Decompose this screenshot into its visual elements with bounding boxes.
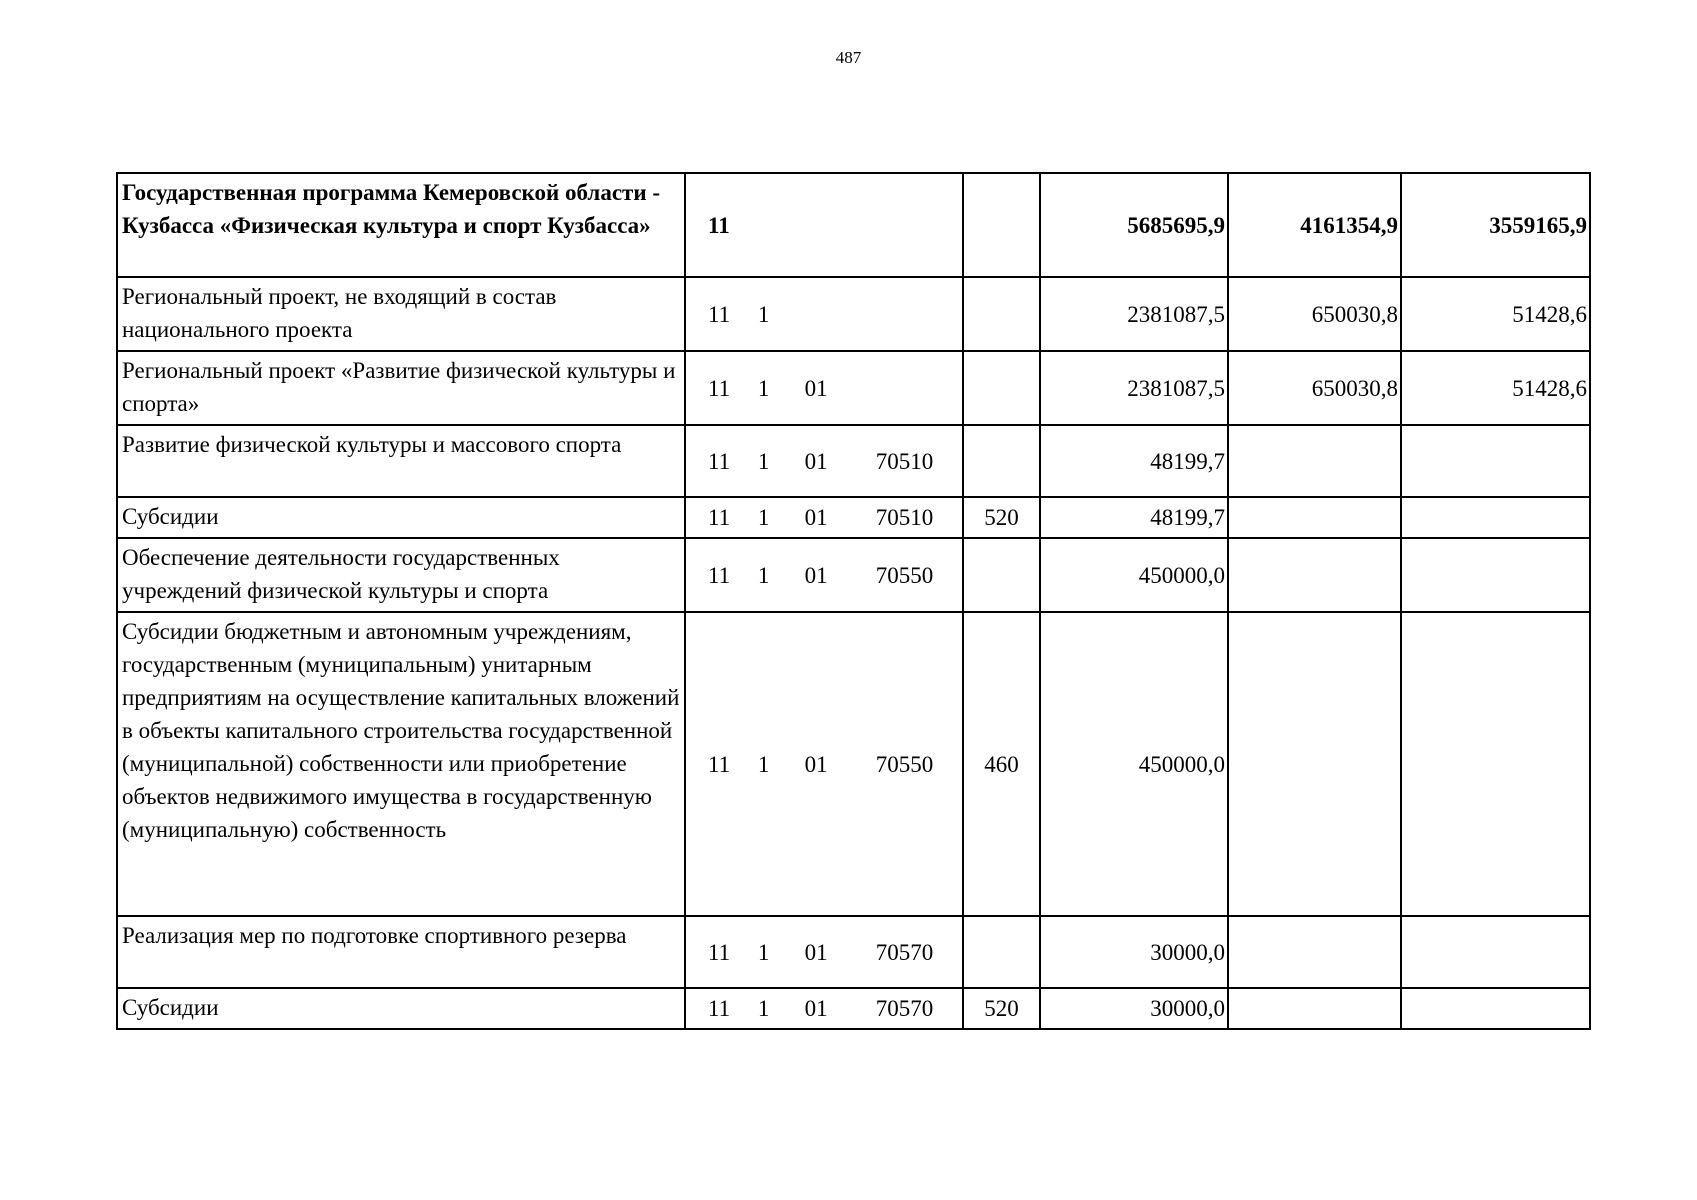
row-name: Государственная программа Кемеровской области - Кузбасса «Физическая культура и спорт Кузбасса» bbox=[117, 173, 685, 277]
code-main-event: 01 bbox=[804, 448, 828, 474]
code-direction: 70570 bbox=[875, 996, 934, 1021]
row-name: Региональный проект «Развитие физической культуры и спорта» bbox=[117, 351, 685, 425]
row-codes bbox=[685, 425, 963, 497]
row-name: Субсидии bbox=[117, 497, 685, 538]
expense-type bbox=[963, 351, 1040, 425]
amount-year-1: 2381087,5 bbox=[1040, 277, 1228, 351]
table-row bbox=[117, 916, 1590, 988]
expense-type bbox=[963, 425, 1040, 497]
row-codes bbox=[685, 173, 963, 277]
code-direction: 70510 bbox=[875, 505, 934, 530]
amount-year-3 bbox=[1401, 538, 1590, 612]
amount-year-1: 48199,7 bbox=[1040, 425, 1228, 497]
amount-year-3: 3559165,9 bbox=[1401, 173, 1590, 277]
code-subprogram: 1 bbox=[757, 375, 770, 401]
code-subprogram: 1 bbox=[757, 448, 770, 474]
row-name: Обеспечение деятельности государственных учреждений физической культуры и спорта bbox=[117, 538, 685, 612]
row-codes bbox=[685, 538, 963, 612]
expense-type: 520 bbox=[963, 497, 1040, 538]
amount-year-2: 650030,8 bbox=[1228, 277, 1401, 351]
amount-year-2 bbox=[1228, 612, 1401, 916]
code-program: 11 bbox=[708, 448, 731, 474]
code-subprogram: 1 bbox=[757, 301, 770, 327]
code-program: 11 bbox=[708, 301, 731, 327]
table-row bbox=[117, 173, 1590, 277]
row-name: Субсидии bbox=[117, 988, 685, 1029]
code-program: 11 bbox=[708, 375, 731, 401]
row-codes bbox=[685, 277, 963, 351]
table-row bbox=[117, 425, 1590, 497]
budget-table bbox=[116, 172, 1591, 1030]
code-subprogram: 1 bbox=[757, 751, 770, 777]
amount-year-1: 30000,0 bbox=[1040, 916, 1228, 988]
row-codes bbox=[685, 916, 963, 988]
code-direction: 70570 bbox=[875, 939, 934, 965]
code-main-event: 01 bbox=[804, 562, 828, 588]
code-subprogram: 1 bbox=[757, 562, 770, 588]
amount-year-2: 650030,8 bbox=[1228, 351, 1401, 425]
expense-type bbox=[963, 916, 1040, 988]
page-number: 487 bbox=[835, 48, 862, 67]
row-codes bbox=[685, 988, 963, 1029]
amount-year-1: 2381087,5 bbox=[1040, 351, 1228, 425]
amount-year-3 bbox=[1401, 916, 1590, 988]
amount-year-2 bbox=[1228, 988, 1401, 1029]
code-subprogram: 1 bbox=[757, 939, 770, 965]
amount-year-1: 5685695,9 bbox=[1040, 173, 1228, 277]
code-main-event: 01 bbox=[804, 939, 828, 965]
row-codes bbox=[685, 351, 963, 425]
amount-year-2: 4161354,9 bbox=[1228, 173, 1401, 277]
code-main-event: 01 bbox=[804, 996, 828, 1021]
row-name: Реализация мер по подготовке спортивного резерва bbox=[117, 916, 685, 988]
amount-year-2 bbox=[1228, 916, 1401, 988]
table-row bbox=[117, 497, 1590, 538]
expense-type: 460 bbox=[963, 612, 1040, 916]
amount-year-3 bbox=[1401, 612, 1590, 916]
amount-year-1: 48199,7 bbox=[1040, 497, 1228, 538]
code-direction: 70550 bbox=[875, 562, 934, 588]
amount-year-1: 450000,0 bbox=[1040, 538, 1228, 612]
amount-year-3 bbox=[1401, 988, 1590, 1029]
code-subprogram: 1 bbox=[757, 996, 770, 1021]
amount-year-2 bbox=[1228, 497, 1401, 538]
amount-year-3 bbox=[1401, 425, 1590, 497]
code-direction: 70550 bbox=[875, 751, 934, 777]
expense-type bbox=[963, 277, 1040, 351]
amount-year-2 bbox=[1228, 538, 1401, 612]
code-program: 11 bbox=[708, 996, 731, 1021]
table-row bbox=[117, 351, 1590, 425]
code-main-event: 01 bbox=[804, 375, 828, 401]
table-row bbox=[117, 277, 1590, 351]
expense-type bbox=[963, 173, 1040, 277]
amount-year-1: 450000,0 bbox=[1040, 612, 1228, 916]
amount-year-3 bbox=[1401, 497, 1590, 538]
code-program: 11 bbox=[708, 939, 731, 965]
code-program: 11 bbox=[708, 505, 731, 530]
table-row bbox=[117, 612, 1590, 916]
row-codes bbox=[685, 612, 963, 916]
code-program: 11 bbox=[708, 212, 730, 238]
amount-year-3: 51428,6 bbox=[1401, 277, 1590, 351]
code-program: 11 bbox=[708, 562, 731, 588]
row-name: Субсидии бюджетным и автономным учреждениям, государственным (муниципальным) унитарным предприятиям на осуществление капитальных вложений в объекты капитального строительства государственной (муниципальной) собственности или приобретение объектов недвижимого имущества в государственную (муниципальную) собственность bbox=[117, 612, 685, 916]
table-row bbox=[117, 538, 1590, 612]
expense-type: 520 bbox=[963, 988, 1040, 1029]
code-program: 11 bbox=[708, 751, 731, 777]
row-name: Развитие физической культуры и массового спорта bbox=[117, 425, 685, 497]
table-row bbox=[117, 988, 1590, 1029]
amount-year-2 bbox=[1228, 425, 1401, 497]
row-codes bbox=[685, 497, 963, 538]
code-direction: 70510 bbox=[875, 448, 934, 474]
code-main-event: 01 bbox=[804, 505, 828, 530]
amount-year-3: 51428,6 bbox=[1401, 351, 1590, 425]
expense-type bbox=[963, 538, 1040, 612]
amount-year-1: 30000,0 bbox=[1040, 988, 1228, 1029]
row-name: Региональный проект, не входящий в состав национального проекта bbox=[117, 277, 685, 351]
code-main-event: 01 bbox=[804, 751, 828, 777]
code-subprogram: 1 bbox=[757, 505, 770, 530]
